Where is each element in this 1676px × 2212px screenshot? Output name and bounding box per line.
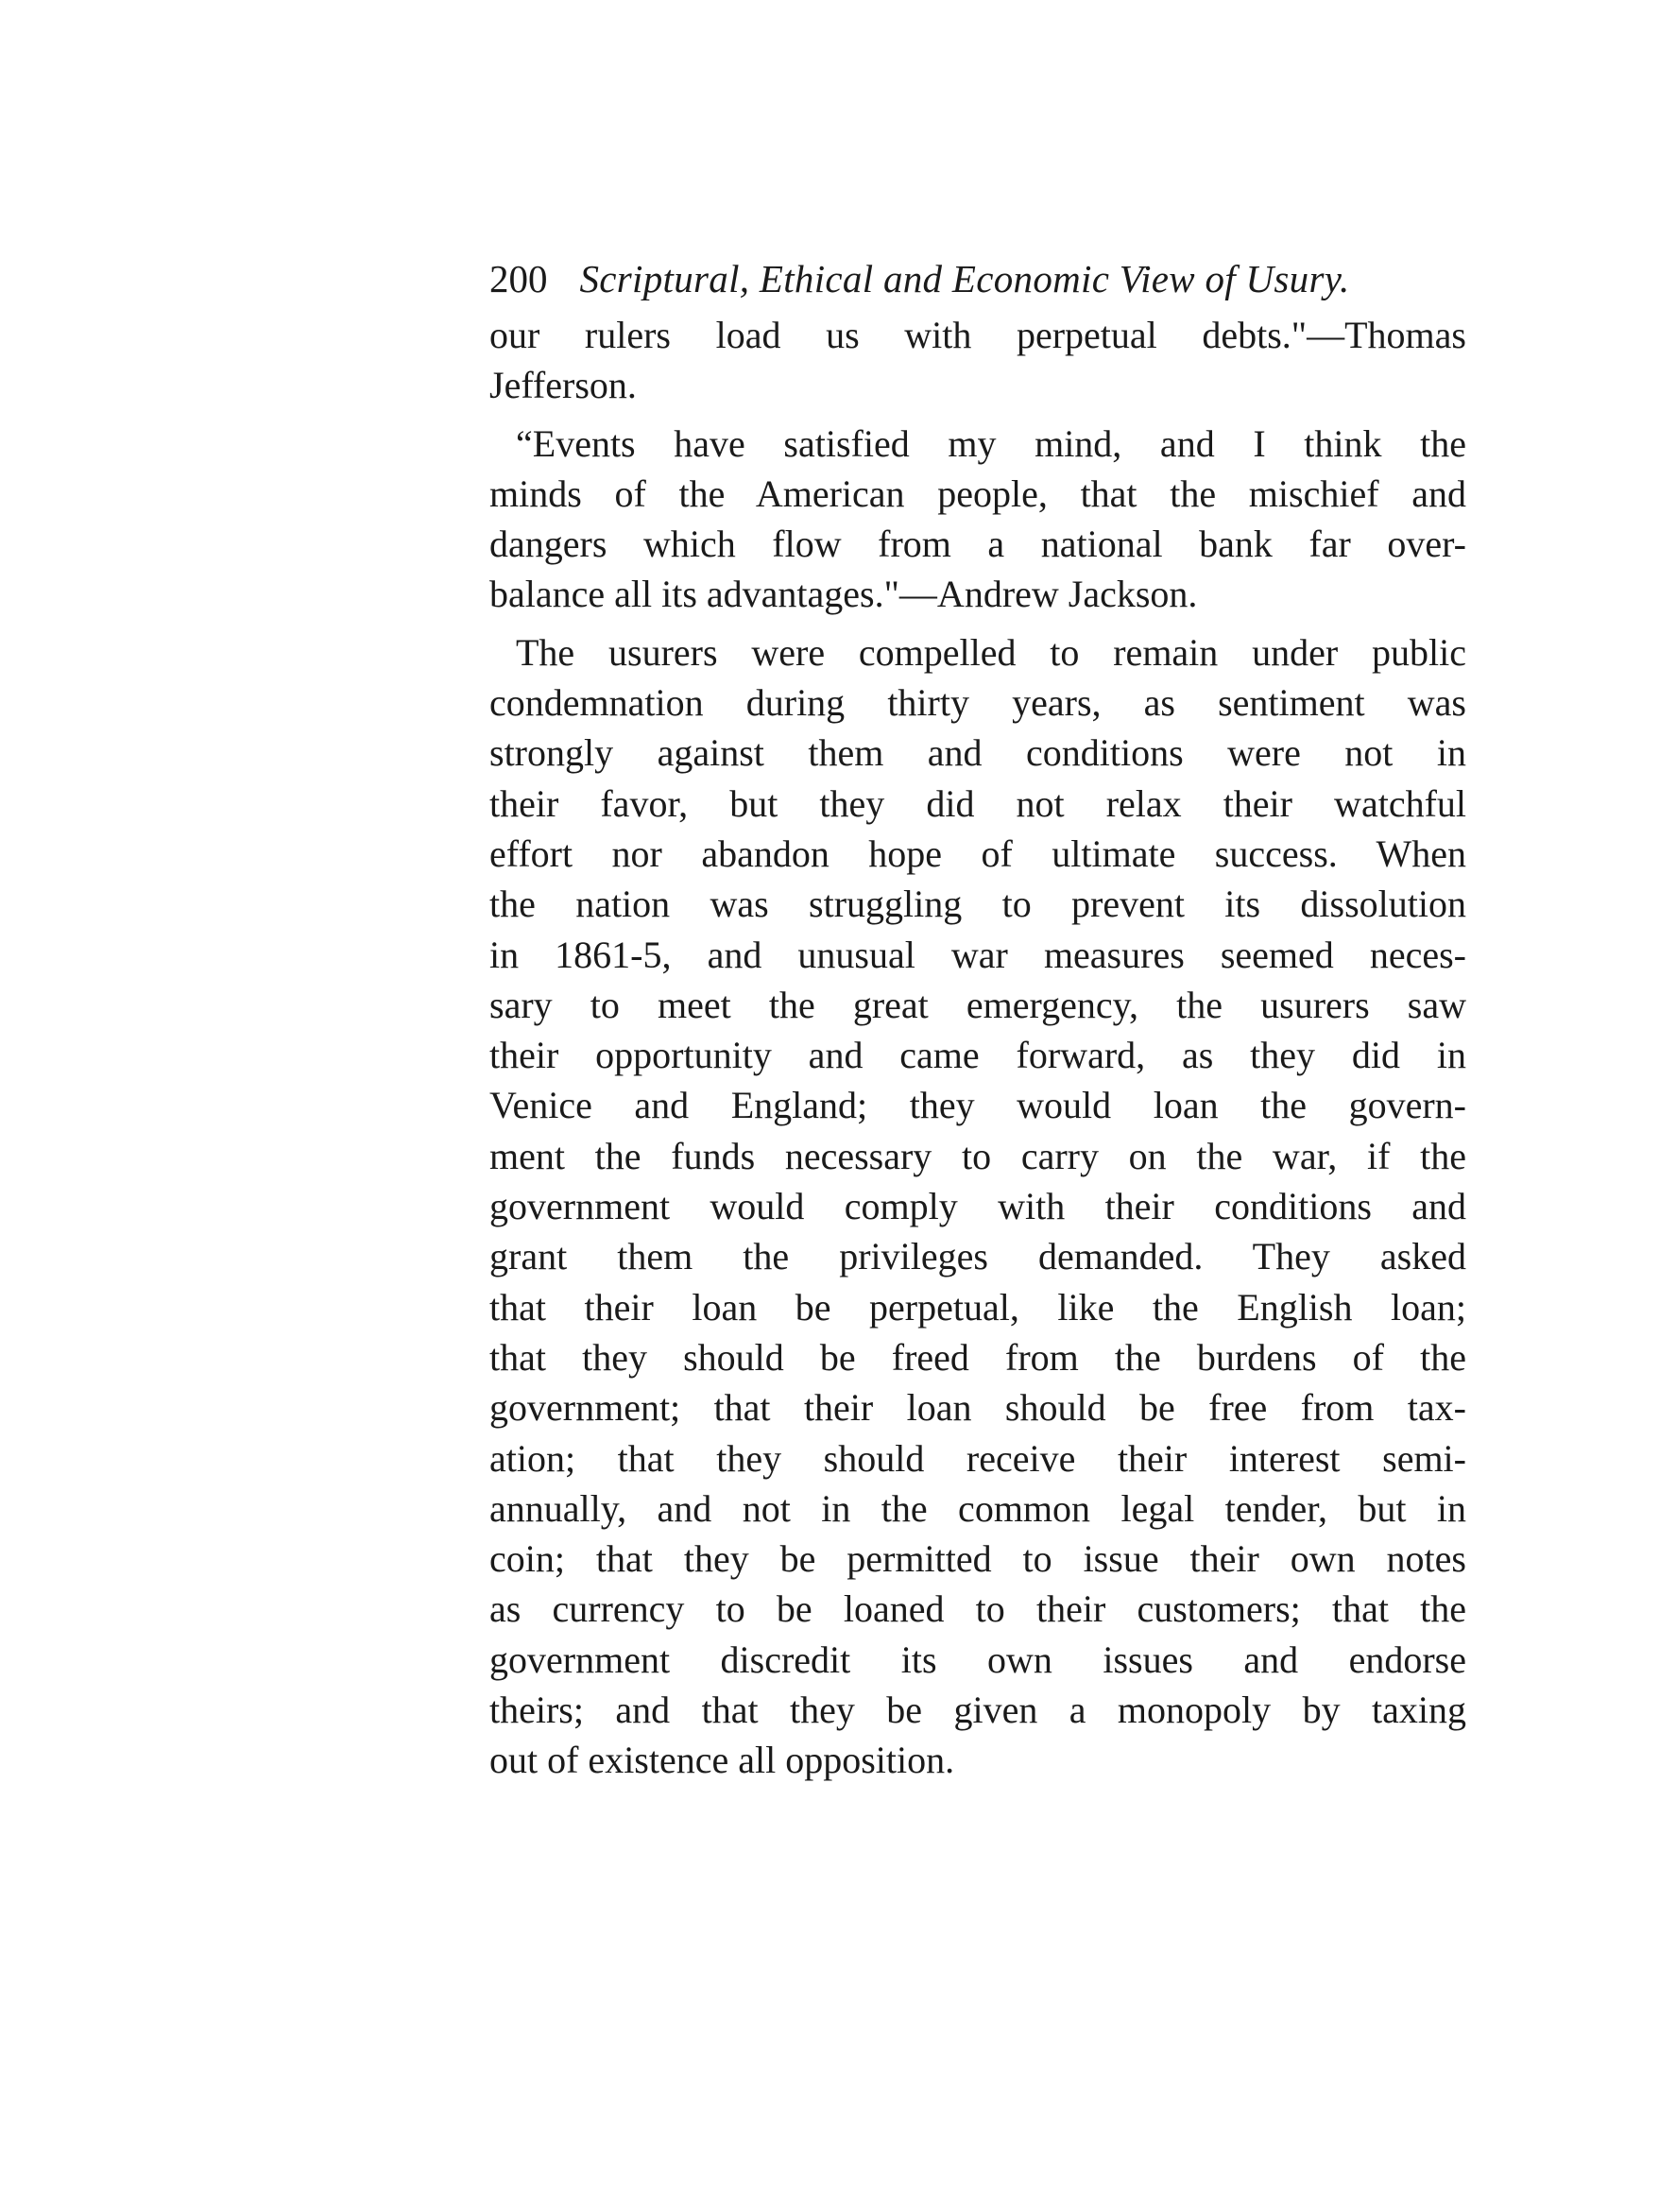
text-line: minds of the American people, that the mischief and xyxy=(489,472,1466,515)
text-line: the nation was struggling to prevent its dissolution xyxy=(489,883,1466,926)
text-line: that their loan be perpetual, like the English loan; xyxy=(489,1285,1466,1329)
book-page xyxy=(489,253,1466,1786)
text-line: theirs; and that they be given a monopoly by taxing xyxy=(489,1689,1466,1732)
paragraph-usurers xyxy=(489,627,1466,1786)
text-line: strongly against them and conditions were not in xyxy=(489,731,1466,775)
text-line: sary to meet the great emergency, the usurers saw xyxy=(489,983,1466,1026)
paragraph-jackson-quote xyxy=(489,419,1466,620)
text-line: Venice and England; they would loan the govern- xyxy=(489,1084,1466,1127)
text-line: grant them the privileges demanded. They asked xyxy=(489,1235,1466,1278)
text-line: their opportunity and came forward, as they did in xyxy=(489,1034,1466,1077)
text-line: as currency to be loaned to their customers; that the xyxy=(489,1587,1466,1631)
text-line: Jefferson. xyxy=(489,364,637,407)
text-line: government; that their loan should be free from tax- xyxy=(489,1386,1466,1430)
page-number: 200 xyxy=(489,257,548,300)
text-line: government discredit its own issues and endorse xyxy=(489,1638,1466,1681)
text-line: dangers which flow from a national bank far over- xyxy=(489,523,1466,566)
text-line: ment the funds necessary to carry on the war, if the xyxy=(489,1134,1466,1177)
text-line: government would comply with their conditions and xyxy=(489,1185,1466,1228)
text-line: annually, and not in the common legal tender, but in xyxy=(489,1486,1466,1530)
text-line: condemnation during thirty years, as sentiment was xyxy=(489,681,1466,725)
running-title: Scriptural, Ethical and Economic View of Usury. xyxy=(579,257,1350,300)
text-line: coin; that they be permitted to issue their own notes xyxy=(489,1537,1466,1581)
text-line: that they should be freed from the burdens of the xyxy=(489,1335,1466,1379)
running-header xyxy=(489,253,1466,304)
text-line: “Events have satisfied my mind, and I think the xyxy=(516,421,1466,465)
text-line: in 1861-5, and unusual war measures seemed neces- xyxy=(489,933,1466,976)
text-line: effort nor abandon hope of ultimate success. When xyxy=(489,832,1466,875)
paragraph-jefferson-quote xyxy=(489,310,1466,411)
text-line: balance all its advantages."—Andrew Jackson. xyxy=(489,573,1198,616)
text-line: out of existence all opposition. xyxy=(489,1739,955,1782)
text-line: The usurers were compelled to remain under public xyxy=(516,630,1466,674)
text-line: ation; that they should receive their interest semi- xyxy=(489,1436,1466,1480)
text-line: their favor, but they did not relax their watchful xyxy=(489,781,1466,825)
text-line: our rulers load us with perpetual debts."—Thomas xyxy=(489,314,1466,356)
